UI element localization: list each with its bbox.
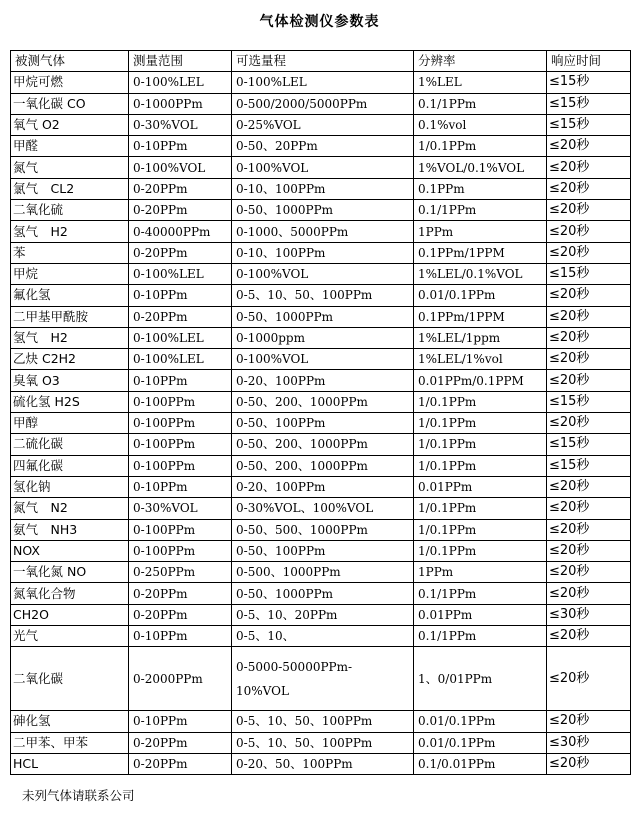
- cell-range: 0-10PPm: [129, 476, 232, 497]
- column-header-gas: 被测气体: [11, 51, 129, 72]
- cell-response: ≤20秒: [547, 476, 631, 497]
- cell-resolution: 1%LEL/1ppm: [414, 327, 547, 348]
- table-row: [11, 519, 631, 540]
- cell-resolution: 0.1/0.01PPm: [414, 753, 547, 774]
- cell-gas: CH2O: [11, 604, 129, 625]
- cell-range: 0-1000PPm: [129, 93, 232, 114]
- cell-response: ≤15秒: [547, 434, 631, 455]
- cell-options: 0-1000、5000PPm: [232, 221, 414, 242]
- cell-options: 0-5、10、50、100PPm: [232, 732, 414, 753]
- table-row: [11, 498, 631, 519]
- cell-gas: 苯: [11, 242, 129, 263]
- cell-response: ≤15秒: [547, 72, 631, 93]
- cell-resolution: 1/0.1PPm: [414, 136, 547, 157]
- cell-options: [232, 647, 414, 711]
- cell-response: ≤15秒: [547, 93, 631, 114]
- cell-response: ≤20秒: [547, 711, 631, 732]
- cell-resolution: 1PPm: [414, 562, 547, 583]
- cell-options: 0-100%LEL: [232, 72, 414, 93]
- table-row: [11, 178, 631, 199]
- table-row: [11, 434, 631, 455]
- cell-resolution: 1、0/01PPm: [414, 647, 547, 711]
- cell-range: 0-40000PPm: [129, 221, 232, 242]
- cell-options: 0-10、100PPm: [232, 242, 414, 263]
- table-row: [11, 285, 631, 306]
- cell-gas: 四氟化碳: [11, 455, 129, 476]
- cell-gas: 氧气 O2: [11, 114, 129, 135]
- column-header-options: 可选量程: [232, 51, 414, 72]
- cell-gas: 氢气 H2: [11, 221, 129, 242]
- table-row: [11, 711, 631, 732]
- cell-response: ≤20秒: [547, 562, 631, 583]
- cell-range: 0-10PPm: [129, 285, 232, 306]
- cell-gas: 甲醇: [11, 413, 129, 434]
- table-row: [11, 136, 631, 157]
- cell-gas: 二甲苯、甲苯: [11, 732, 129, 753]
- cell-response: ≤20秒: [547, 349, 631, 370]
- cell-options: 0-50、1000PPm: [232, 306, 414, 327]
- cell-resolution: 0.1PPm/1PPM: [414, 242, 547, 263]
- cell-range: 0-10PPm: [129, 626, 232, 647]
- cell-options: 0-25%VOL: [232, 114, 414, 135]
- cell-options: 0-50、500、1000PPm: [232, 519, 414, 540]
- cell-options: 0-5、10、: [232, 626, 414, 647]
- cell-gas: 氢化钠: [11, 476, 129, 497]
- cell-range: 0-20PPm: [129, 200, 232, 221]
- cell-resolution: 1/0.1PPm: [414, 413, 547, 434]
- cell-options: 0-20、100PPm: [232, 370, 414, 391]
- cell-resolution: 1/0.1PPm: [414, 455, 547, 476]
- cell-resolution: 1/0.1PPm: [414, 498, 547, 519]
- cell-resolution: 1%LEL/0.1%VOL: [414, 263, 547, 284]
- cell-resolution: 1%LEL/1%vol: [414, 349, 547, 370]
- cell-response: ≤30秒: [547, 732, 631, 753]
- table-row: [11, 626, 631, 647]
- cell-options: 0-1000ppm: [232, 327, 414, 348]
- cell-range: 0-20PPm: [129, 753, 232, 774]
- cell-response: ≤15秒: [547, 391, 631, 412]
- cell-resolution: 1/0.1PPm: [414, 434, 547, 455]
- cell-options: 0-20、100PPm: [232, 476, 414, 497]
- cell-range: 0-20PPm: [129, 242, 232, 263]
- cell-range: 0-20PPm: [129, 306, 232, 327]
- cell-gas: 氮氧化合物: [11, 583, 129, 604]
- cell-gas: 氨气 NH3: [11, 519, 129, 540]
- cell-response: ≤20秒: [547, 626, 631, 647]
- cell-gas: NOX: [11, 540, 129, 561]
- cell-range: 0-250PPm: [129, 562, 232, 583]
- cell-options: 0-50、100PPm: [232, 413, 414, 434]
- cell-response: ≤20秒: [547, 647, 631, 711]
- cell-gas: 氢气 H2: [11, 327, 129, 348]
- cell-resolution: 0.1/1PPm: [414, 93, 547, 114]
- cell-response: ≤15秒: [547, 114, 631, 135]
- cell-options: 0-50、200、1000PPm: [232, 434, 414, 455]
- cell-range: 0-20PPm: [129, 604, 232, 625]
- table-row: [11, 732, 631, 753]
- cell-range: 0-10PPm: [129, 370, 232, 391]
- cell-range: 0-100%LEL: [129, 72, 232, 93]
- cell-gas: 二硫化碳: [11, 434, 129, 455]
- cell-gas: 二甲基甲酰胺: [11, 306, 129, 327]
- cell-response: ≤20秒: [547, 157, 631, 178]
- table-row: [11, 647, 631, 711]
- table-row: [11, 157, 631, 178]
- table-header-row: [11, 51, 631, 72]
- cell-response: ≤20秒: [547, 285, 631, 306]
- cell-options: 0-500/2000/5000PPm: [232, 93, 414, 114]
- cell-resolution: 1%LEL: [414, 72, 547, 93]
- cell-resolution: 0.01PPm/0.1PPM: [414, 370, 547, 391]
- cell-response: ≤30秒: [547, 604, 631, 625]
- cell-range: 0-100PPm: [129, 413, 232, 434]
- table-row: [11, 93, 631, 114]
- options-line-2: 10%VOL: [236, 683, 289, 698]
- table-row: [11, 604, 631, 625]
- cell-resolution: 0.01/0.1PPm: [414, 732, 547, 753]
- cell-range: 0-100%LEL: [129, 327, 232, 348]
- options-line-1: 0-5000-50000PPm-: [236, 659, 353, 674]
- table-row: [11, 370, 631, 391]
- table-row: [11, 413, 631, 434]
- table-row: [11, 562, 631, 583]
- cell-response: ≤20秒: [547, 583, 631, 604]
- column-header-response: 响应时间: [547, 51, 631, 72]
- cell-response: ≤20秒: [547, 519, 631, 540]
- cell-response: ≤15秒: [547, 455, 631, 476]
- cell-options: 0-500、1000PPm: [232, 562, 414, 583]
- cell-resolution: 0.01PPm: [414, 476, 547, 497]
- cell-resolution: 0.1%vol: [414, 114, 547, 135]
- cell-range: 0-100%VOL: [129, 157, 232, 178]
- cell-resolution: 1/0.1PPm: [414, 391, 547, 412]
- cell-range: 0-100%LEL: [129, 263, 232, 284]
- cell-range: 0-20PPm: [129, 178, 232, 199]
- cell-response: ≤20秒: [547, 242, 631, 263]
- table-row: [11, 391, 631, 412]
- cell-resolution: 1PPm: [414, 221, 547, 242]
- cell-response: ≤20秒: [547, 413, 631, 434]
- cell-resolution: 0.1PPm/1PPM: [414, 306, 547, 327]
- cell-range: 0-100PPm: [129, 434, 232, 455]
- cell-range: 0-30%VOL: [129, 114, 232, 135]
- cell-options: 0-50、100PPm: [232, 540, 414, 561]
- cell-range: 0-100PPm: [129, 540, 232, 561]
- cell-gas: 二氧化硫: [11, 200, 129, 221]
- table-row: [11, 242, 631, 263]
- table-row: [11, 72, 631, 93]
- cell-resolution: 1/0.1PPm: [414, 519, 547, 540]
- column-header-resolution: 分辨率: [414, 51, 547, 72]
- cell-resolution: 0.01PPm: [414, 604, 547, 625]
- cell-response: ≤20秒: [547, 136, 631, 157]
- table-row: [11, 114, 631, 135]
- cell-gas: 臭氧 O3: [11, 370, 129, 391]
- table-row: [11, 263, 631, 284]
- cell-range: 0-20PPm: [129, 732, 232, 753]
- table-row: [11, 753, 631, 774]
- cell-response: ≤20秒: [547, 178, 631, 199]
- cell-options: 0-5、10、50、100PPm: [232, 285, 414, 306]
- cell-options: 0-50、1000PPm: [232, 583, 414, 604]
- cell-response: ≤20秒: [547, 540, 631, 561]
- cell-options: 0-30%VOL、100%VOL: [232, 498, 414, 519]
- cell-range: 0-2000PPm: [129, 647, 232, 711]
- cell-resolution: 1/0.1PPm: [414, 540, 547, 561]
- cell-response: ≤15秒: [547, 263, 631, 284]
- footer-note: 未列气体请联系公司: [22, 788, 135, 803]
- cell-options: 0-20、50、100PPm: [232, 753, 414, 774]
- table-row: [11, 306, 631, 327]
- gas-parameter-table: [10, 50, 631, 775]
- cell-options: 0-100%VOL: [232, 349, 414, 370]
- cell-range: 0-100%LEL: [129, 349, 232, 370]
- cell-gas: 甲烷可燃: [11, 72, 129, 93]
- cell-resolution: 0.1PPm: [414, 178, 547, 199]
- cell-gas: 氮气 N2: [11, 498, 129, 519]
- cell-gas: 砷化氢: [11, 711, 129, 732]
- cell-options: 0-100%VOL: [232, 157, 414, 178]
- cell-options: 0-5、10、20PPm: [232, 604, 414, 625]
- cell-gas: 氟化氢: [11, 285, 129, 306]
- table-row: [11, 540, 631, 561]
- table-row: [11, 349, 631, 370]
- cell-response: ≤20秒: [547, 753, 631, 774]
- cell-resolution: 0.01/0.1PPm: [414, 711, 547, 732]
- cell-gas: 二氧化碳: [11, 647, 129, 711]
- table-row: [11, 583, 631, 604]
- cell-range: 0-100PPm: [129, 455, 232, 476]
- cell-gas: 甲烷: [11, 263, 129, 284]
- cell-resolution: 0.01/0.1PPm: [414, 285, 547, 306]
- column-header-range: 测量范围: [129, 51, 232, 72]
- cell-range: 0-100PPm: [129, 519, 232, 540]
- cell-range: 0-10PPm: [129, 711, 232, 732]
- cell-range: 0-10PPm: [129, 136, 232, 157]
- cell-gas: 一氧化碳 CO: [11, 93, 129, 114]
- cell-gas: 一氧化氮 NO: [11, 562, 129, 583]
- cell-response: ≤20秒: [547, 200, 631, 221]
- cell-gas: 氮气: [11, 157, 129, 178]
- cell-response: ≤20秒: [547, 306, 631, 327]
- table-row: [11, 327, 631, 348]
- cell-options: 0-100%VOL: [232, 263, 414, 284]
- cell-resolution: 0.1/1PPm: [414, 626, 547, 647]
- cell-response: ≤20秒: [547, 327, 631, 348]
- cell-options: 0-50、1000PPm: [232, 200, 414, 221]
- page-title: 气体检测仪参数表: [259, 14, 380, 30]
- cell-gas: 乙炔 C2H2: [11, 349, 129, 370]
- cell-gas: 甲醛: [11, 136, 129, 157]
- cell-range: 0-20PPm: [129, 583, 232, 604]
- table-row: [11, 455, 631, 476]
- cell-range: 0-30%VOL: [129, 498, 232, 519]
- cell-response: ≤20秒: [547, 221, 631, 242]
- cell-resolution: 1%VOL/0.1%VOL: [414, 157, 547, 178]
- table-row: [11, 221, 631, 242]
- cell-resolution: 0.1/1PPm: [414, 583, 547, 604]
- cell-response: ≤20秒: [547, 370, 631, 391]
- cell-gas: 氯气 CL2: [11, 178, 129, 199]
- cell-response: ≤20秒: [547, 498, 631, 519]
- cell-gas: HCL: [11, 753, 129, 774]
- cell-options: 0-50、200、1000PPm: [232, 455, 414, 476]
- cell-range: 0-100PPm: [129, 391, 232, 412]
- table-row: [11, 200, 631, 221]
- table-row: [11, 476, 631, 497]
- cell-options: 0-5、10、50、100PPm: [232, 711, 414, 732]
- cell-options: 0-10、100PPm: [232, 178, 414, 199]
- cell-gas: 硫化氢 H2S: [11, 391, 129, 412]
- cell-options: 0-50、20PPm: [232, 136, 414, 157]
- cell-resolution: 0.1/1PPm: [414, 200, 547, 221]
- cell-gas: 光气: [11, 626, 129, 647]
- cell-options: 0-50、200、1000PPm: [232, 391, 414, 412]
